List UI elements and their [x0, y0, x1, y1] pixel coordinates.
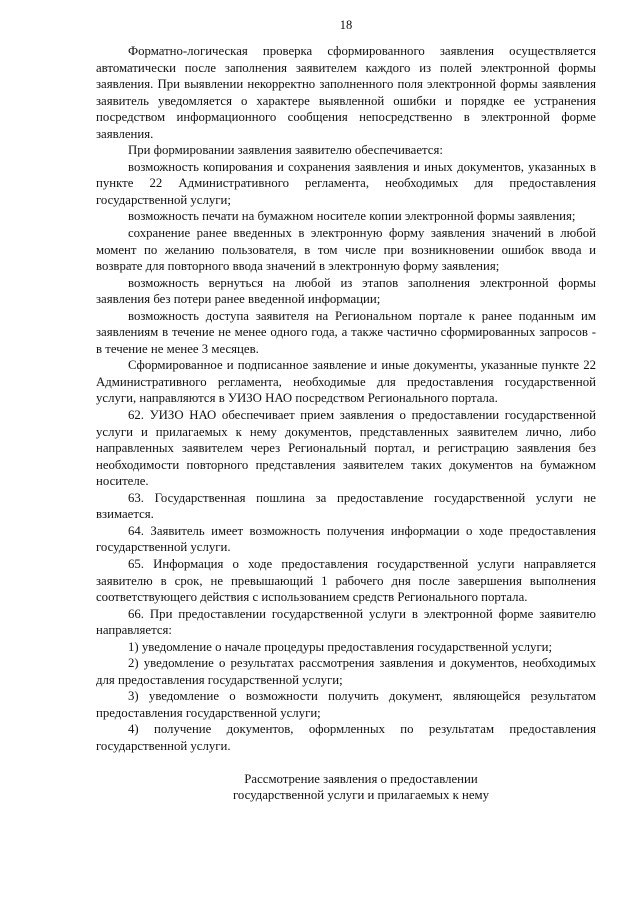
section-heading-line-2: государственной услуги и прилагаемых к нему	[232, 788, 490, 803]
list-item-3: 3) уведомление о возможности получить документ, являющейся результатом предоставления государственной услуги;	[96, 689, 596, 720]
section-heading-line-1: Рассмотрение заявления о предоставлении	[244, 771, 478, 786]
page-number: 18	[339, 18, 353, 32]
paragraph-save-values: сохранение ранее введенных в электронную форму заявления значений в любой момент по желанию пользователя, в том числе при возникновении ошибок ввода и возврате для повторного ввода значений в электронную форму заявления;	[96, 226, 596, 274]
document-body	[96, 43, 596, 755]
section-heading	[96, 771, 596, 804]
paragraph-print: возможность печати на бумажном носителе копии электронной формы заявления;	[128, 209, 576, 224]
paragraph-copy-save: возможность копирования и сохранения заявления и иных документов, указанных в пункте 22 Административного регламента, необходимых для предоставления государственной услуги;	[96, 159, 596, 207]
paragraph-submission: Сформированное и подписанное заявление и иные документы, указанные пункте 22 Административного регламента, необходимые для предоставления государственной услуги, направляются в УИЗО НАО посредством Регионального портала.	[96, 358, 596, 406]
paragraph-access-history: возможность доступа заявителя на Региональном портале к ранее поданным им заявлениям в течение не менее одного года, а также частично сформированных запросов - в течение не менее 3 месяцев.	[96, 308, 596, 356]
paragraph-64: 64. Заявитель имеет возможность получения информации о ходе предоставления государственной услуги.	[96, 523, 596, 555]
paragraph-62: 62. УИЗО НАО обеспечивает прием заявления о предоставлении государственной услуги и прилагаемых к нему документов, представленных заявителем лично, либо направленных заявителем через Региональный портал, и регистрацию заявления без необходимости повторного представления заявителем таких документов на бумажном носителе.	[96, 408, 596, 489]
list-item-2: 2) уведомление о результатах рассмотрения заявления и документов, необходимых для предоставления государственной услуги;	[96, 656, 596, 687]
paragraph-65: 65. Информация о ходе предоставления государственной услуги направляется заявителю в срок, не превышающий 1 рабочего дня после завершения выполнения соответствующего действия с использованием средств Регионального портала.	[96, 556, 596, 605]
paragraph-formation-intro: При формировании заявления заявителю обеспечивается:	[128, 143, 443, 158]
paragraph-63: 63. Государственная пошлина за предоставление государственной услуги не взимается.	[96, 490, 596, 522]
paragraph-format-check: Форматно-логическая проверка сформированного заявления осуществляется автоматически после заполнения заявителем каждого из полей электронной формы заявления. При выявлении некорректно заполненного поля электронной формы заявления заявитель уведомляется о характере выявленной ошибки и порядке ее устранения посредством информационного сообщения непосредственно в электронной форме заявления.	[96, 44, 596, 141]
paragraph-66: 66. При предоставлении государственной услуги в электронной форме заявителю направляется:	[96, 606, 596, 638]
paragraph-return-stage: возможность вернуться на любой из этапов заполнения электронной формы заявления без потери ранее введенной информации;	[96, 275, 596, 307]
section-spacer	[96, 755, 596, 771]
list-item-1: 1) уведомление о начале процедуры предоставления государственной услуги;	[128, 639, 553, 654]
list-item-4: 4) получение документов, оформленных по результатам предоставления государственной услуги.	[96, 722, 596, 753]
